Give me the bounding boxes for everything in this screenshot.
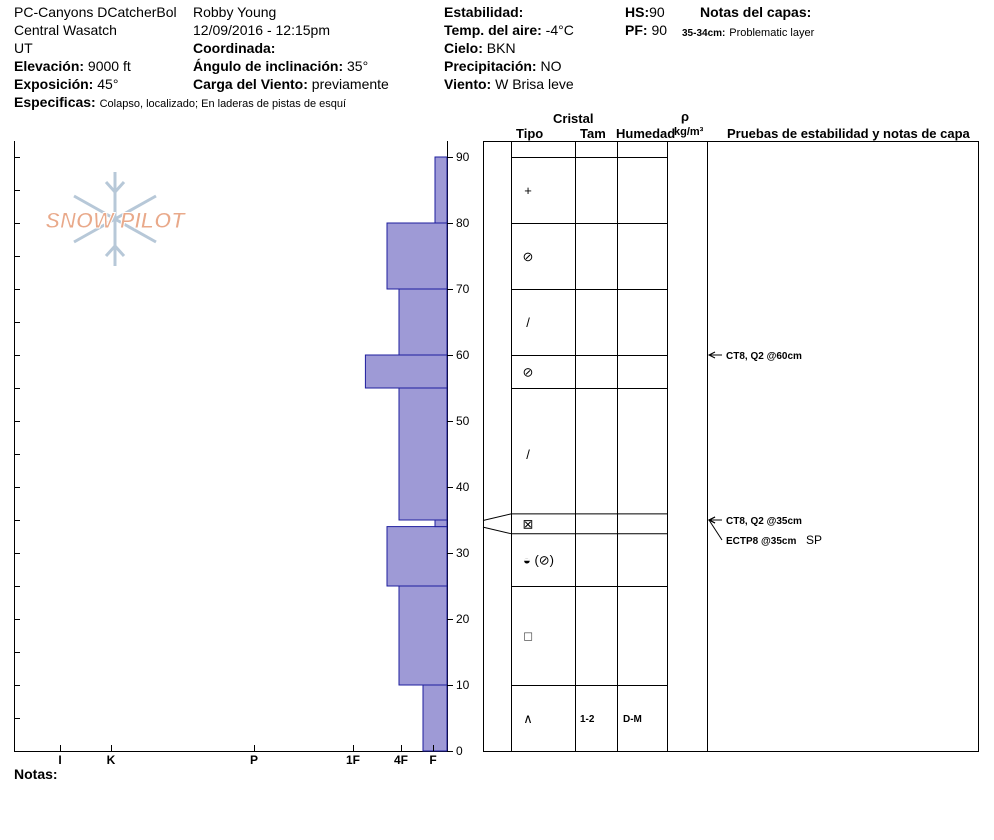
layer-note-depth: 35-34cm: [682,28,726,39]
depth-tick-label: 60 [456,348,470,362]
wetness: D-M [623,714,642,725]
air-temp-value: -4°C [545,22,574,38]
melt-forms-mixed-icon: ◒ (⊘) [523,552,555,568]
hardness-scale-label: F [429,753,437,767]
hardness-bar-5 [365,355,447,388]
air-temp-label: Temp. del aire: [444,22,542,38]
coord-label: Coordinada: [193,40,276,56]
depth-tick-label: 80 [456,216,470,230]
crystal-size: 1-2 [580,714,595,725]
location: PC-Canyons DCatcherBol [14,4,177,20]
depth-tick-label: 90 [456,150,470,164]
specifics-value: Colapso, localizado; En laderas de pistas de esquí [99,98,347,110]
hardness-scale [58,745,436,767]
connector-line [483,527,511,534]
decomposing-fragments-icon: ⊘ [522,364,534,380]
wind-label: Viento: [444,76,492,92]
test-label: CT8, Q2 @35cm [726,516,802,527]
hardness-bar-2 [387,527,447,586]
connector-line [483,514,511,521]
depth-hoar-icon: ∧ [523,711,533,726]
layer-table-frame [484,141,979,752]
faceted-icon: □ [524,628,532,644]
hardness-scale-label: 1F [345,753,361,767]
header-rho: ρ [681,109,690,124]
header-cristal: Cristal [553,111,594,126]
faceted-rounded-icon: ⊠ [522,516,534,532]
layer-note-text: Problematic layer [729,27,815,39]
sky-value: BKN [486,40,516,56]
elevation-value: 9000 ft [87,58,131,74]
wind-load-value: previamente [311,76,389,92]
left-axis-ticks [14,158,447,752]
sky-label: Cielo: [444,40,483,56]
logo-text: SNOW PILOT [45,208,185,233]
precipitation-particles-icon: + [524,183,532,198]
pf-value: 90 [651,22,668,38]
test-label: CT8, Q2 @60cm [726,351,802,362]
header-tests: Pruebas de estabilidad y notas de capa [727,126,970,141]
hardness-scale-label: I [58,753,62,767]
hs-label: HS: [625,4,650,20]
state: UT [14,40,33,56]
decomposing-fragments-icon: ⊘ [522,249,534,264]
hs-value: 90 [649,4,665,20]
hardness-bar-7 [387,223,447,289]
hardness-bars [365,157,447,751]
stability-tests [709,351,822,547]
observer: Robby Young [193,4,277,20]
aspect-value: 45° [97,76,119,92]
test-extra: SP [806,533,823,547]
specifics-label: Especificas: [14,94,96,110]
depth-tick-label: 0 [456,744,463,758]
elevation-label: Elevación: [14,58,85,74]
decomposing-icon: / [526,315,530,330]
hardness-bar-3 [435,520,447,527]
depth-tick-label: 20 [456,612,470,626]
precip-value: NO [540,58,562,74]
hardness-bar-1 [399,586,447,685]
depth-axis [447,150,470,758]
slope-label: Ángulo de inclinación: [193,58,344,74]
wind-value: W Brisa leve [495,76,574,92]
wind-load-label: Carga del Viento: [193,76,308,92]
stability-label: Estabilidad: [444,4,524,20]
decomposing-icon: / [526,447,530,462]
notes-label: Notas: [14,766,58,782]
crystal-symbols [523,183,642,726]
header-density-unit: kg/m³ [674,126,704,138]
depth-tick-label: 30 [456,546,470,560]
test-label: ECTP8 @35cm [726,536,797,547]
depth-tick-label: 50 [456,414,470,428]
layer-notes-label: Notas del capas: [700,4,812,20]
header-humedad: Humedad [616,126,676,141]
depth-tick-label: 10 [456,678,470,692]
header-tam: Tam [580,126,606,141]
pf-label: PF: [625,22,648,38]
depth-tick-label: 40 [456,480,470,494]
test-pointer [709,520,722,540]
slope-value: 35° [347,58,369,74]
datetime: 12/09/2016 - 12:15pm [193,22,330,38]
hardness-bar-8 [435,157,447,223]
precip-label: Precipitación: [444,58,537,74]
aspect-label: Exposición: [14,76,94,92]
hardness-bar-0 [423,685,447,751]
hardness-bar-4 [399,388,447,520]
depth-tick-label: 70 [456,282,470,296]
hardness-scale-label: P [249,753,259,767]
hardness-scale-label: 4F [393,753,409,767]
range: Central Wasatch [14,22,117,38]
hardness-scale-label: K [106,753,116,767]
hardness-bar-6 [399,289,447,355]
snowpilot-logo [45,172,186,266]
header-tipo: Tipo [516,126,544,141]
